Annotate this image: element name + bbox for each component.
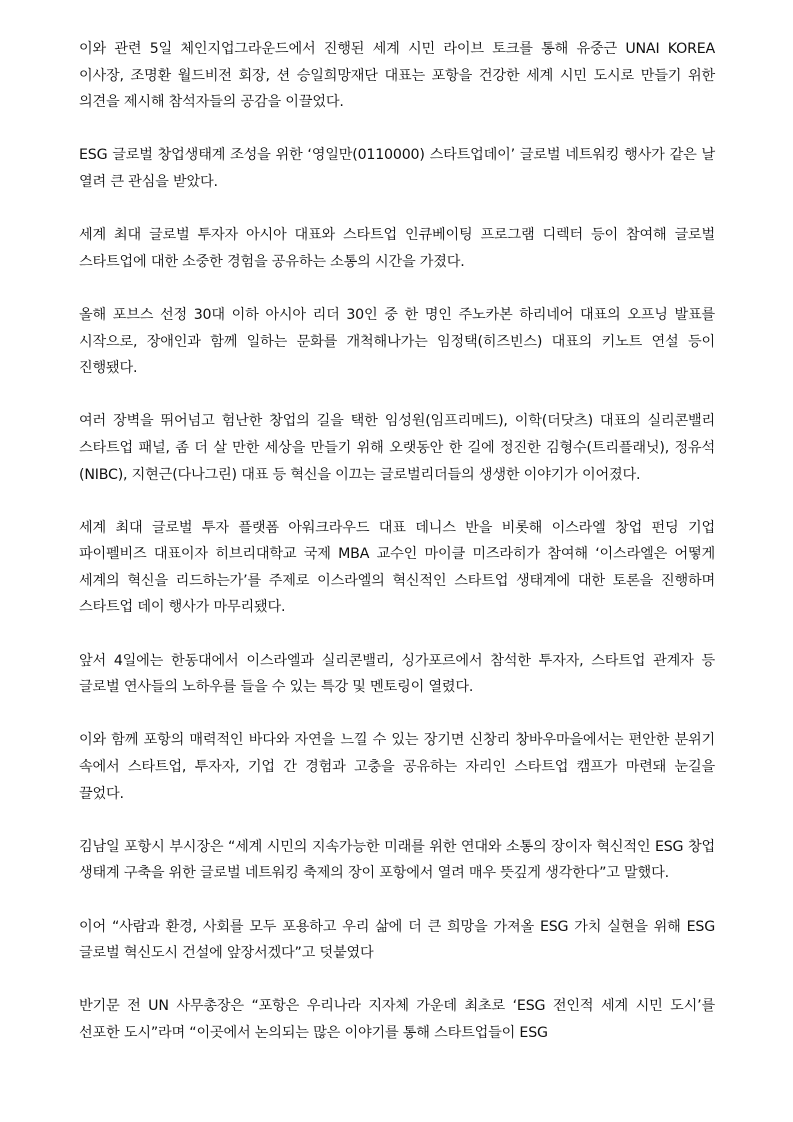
paragraph: 반기문 전 UN 사무총장은 “포항은 우리나라 지자체 가운데 최초로 ‘ESG 전인적 세계 시민 도시’를 선포한 도시”라며 “이곳에서 논의되는 많은 이야기를 통해 스타트업들이 ESG xyxy=(79,998,715,1041)
paragraph: 앞서 4일에는 한동대에서 이스라엘과 실리콘밸리, 싱가포르에서 참석한 투자자, 스타트업 관계자 등 글로벌 연사들의 노하우를 들을 수 있는 특강 및 멘토링이 열렸다. xyxy=(79,652,715,696)
paragraph: 이어 “사람과 환경, 사회를 모두 포용하고 우리 삶에 더 큰 희망을 가져올 ESG 가치 실현을 위해 ESG 글로벌 혁신도시 건설에 앞장서겠다”고 덧붙였다 xyxy=(79,918,715,962)
paragraph: 세계 최대 글로벌 투자 플랫폼 아워크라우드 대표 데니스 반을 비롯해 이스라엘 창업 펀딩 기업 파이펠비즈 대표이자 히브리대학교 국제 MBA 교수인 마이클 미즈라히가 참여해 ‘이스라엘은 어떻게 세계의 혁신을 리드하는가’를 주제로 이스라엘의 혁신적인 스타트업 생태계에 대한 토론을 진행하며 스타트업 데이 행사가 마무리됐다. xyxy=(79,519,715,616)
article-body xyxy=(79,36,715,1073)
paragraph: 세계 최대 글로벌 투자자 아시아 대표와 스타트업 인큐베이팅 프로그램 디렉터 등이 참여해 글로벌 스타트업에 대한 소중한 경험을 공유하는 소통의 시간을 가졌다. xyxy=(79,227,715,270)
paragraph: 여러 장벽을 뛰어넘고 험난한 창업의 길을 택한 임성원(임프리메드), 이학(더닷츠) 대표의 실리콘밸리 스타트업 패널, 좀 더 살 만한 세상을 만들기 위해 오랫동안 한 길에 정진한 김형수(트리플래닛), 정유석(NIBC), 지현근(다나그린) 대표 등 혁신을 이끄는 글로벌리더들의 생생한 이야기가 이어졌다. xyxy=(79,413,715,483)
paragraph: 이와 관련 5일 체인지업그라운드에서 진행된 세계 시민 라이브 토크를 통해 유중근 UNAI KOREA 이사장, 조명환 월드비전 회장, 션 승일희망재단 대표는 포항을 건강한 세계 시민 도시로 만들기 위한 의견을 제시해 참석자들의 공감을 이끌었다. xyxy=(79,41,715,111)
paragraph: ESG 글로벌 창업생태계 조성을 위한 ‘영일만(0110000) 스타트업데이’ 글로벌 네트워킹 행사가 같은 날 열려 큰 관심을 받았다. xyxy=(79,147,715,190)
paragraph: 김남일 포항시 부시장은 “세계 시민의 지속가능한 미래를 위한 연대와 소통의 장이자 혁신적인 ESG 창업 생태계 구축을 위한 글로벌 네트워킹 축제의 장이 포항에서 열려 매우 뜻깊게 생각한다”고 말했다. xyxy=(79,838,715,882)
paragraph: 이와 함께 포항의 매력적인 바다와 자연을 느낄 수 있는 장기면 신창리 창바우마을에서는 편안한 분위기 속에서 스타트업, 투자자, 기업 간 경험과 고충을 공유하는 자리인 스타트업 캠프가 마련돼 눈길을 끌었다. xyxy=(79,732,715,802)
paragraph: 올해 포브스 선정 30대 이하 아시아 리더 30인 중 한 명인 주노카본 하리네어 대표의 오프닝 발표를 시작으로, 장애인과 함께 일하는 문화를 개척해나가는 임정택(히즈빈스) 대표의 키노트 연설 등이 진행됐다. xyxy=(79,306,715,377)
